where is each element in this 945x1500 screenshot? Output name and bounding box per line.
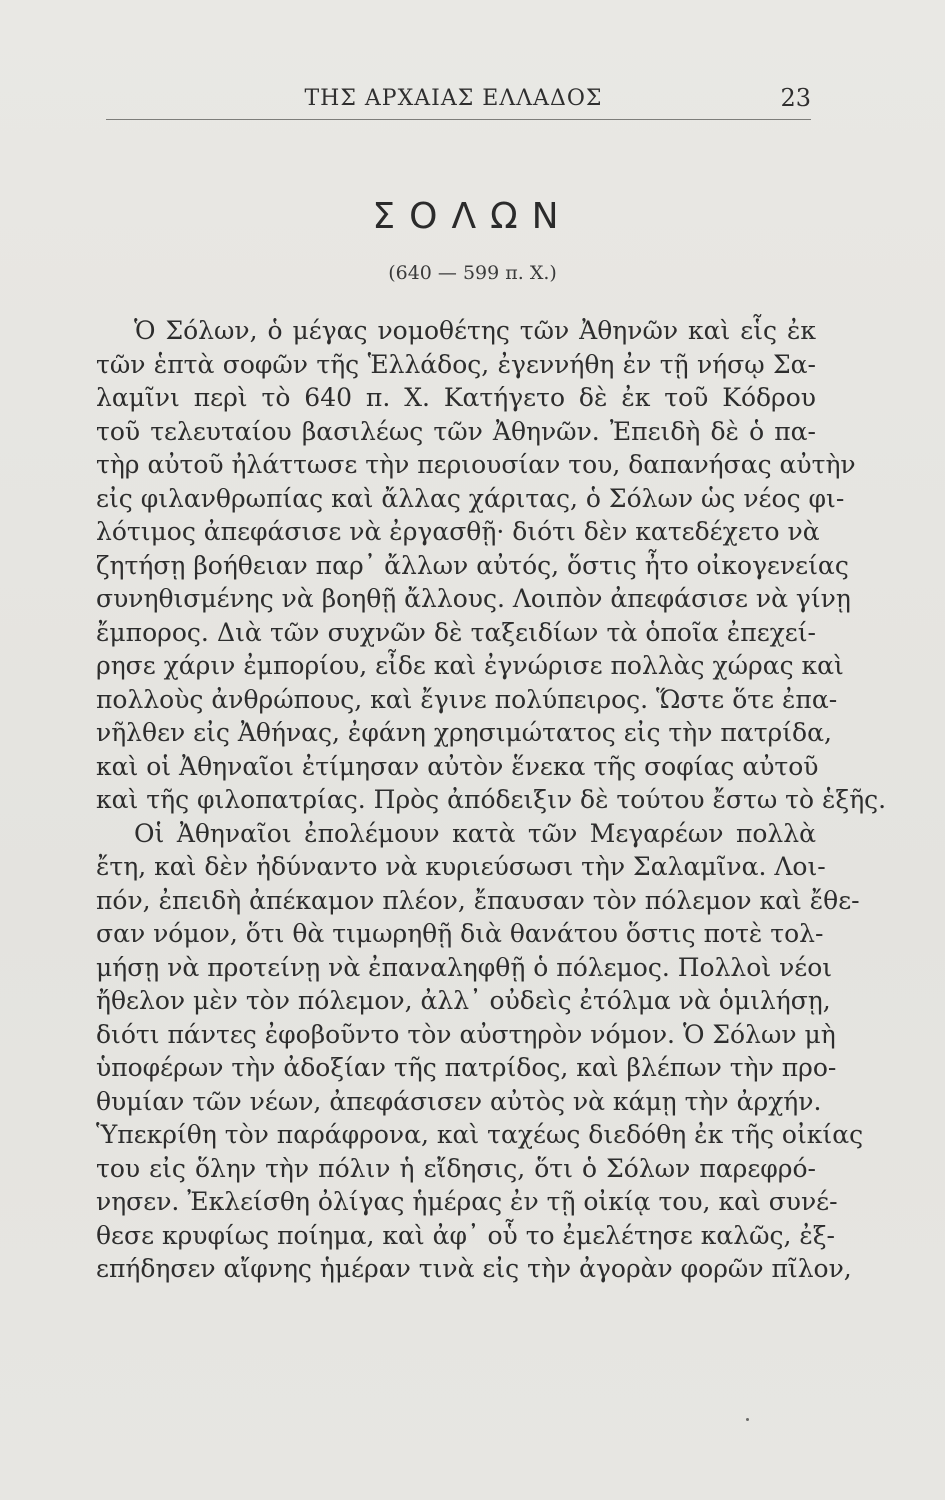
text-line: ὑποφέρων τὴν ἀδοξίαν τῆς πατρίδος, καὶ βλέπων τὴν προ- — [96, 1053, 837, 1082]
text-line: συνηθισμένης νὰ βοηθῇ ἄλλους. Λοιπὸν ἀπεφάσισε νὰ γίνῃ — [96, 584, 851, 613]
running-title: ΤΗΣ ΑΡΧΑΙΑΣ ΕΛΛΑΔΟΣ — [304, 86, 603, 111]
text-line: ρησε χάριν ἐμπορίου, εἶδε καὶ ἐγνώρισε πολλὰς χώρας καὶ — [96, 651, 844, 680]
text-line: σαν νόμον, ὅτι θὰ τιμωρηθῇ διὰ θανάτου ὅστις ποτὲ τολ- — [96, 919, 824, 948]
text-line: επήδησεν αἴφνης ἡμέραν τινὰ εἰς τὴν ἀγορὰν φορῶν πῖλον, — [96, 1254, 852, 1283]
text-line: πολλοὺς ἀνθρώπους, καὶ ἔγινε πολύπειρος. Ὥστε ὅτε ἐπα- — [96, 684, 838, 714]
page-number: 23 — [780, 84, 811, 112]
page-header — [96, 86, 811, 122]
text-line: Οἱ Ἀθηναῖοι ἐπολέμουν κατὰ τῶν Μεγαρέων πολλὰ — [134, 818, 816, 848]
text-line: θυμίαν τῶν νέων, ἀπεφάσισεν αὐτὸς νὰ κάμῃ τὴν ἀρχήν. — [96, 1086, 822, 1116]
text-line: νῆλθεν εἰς Ἀθήνας, ἐφάνη χρησιμώτατος εἰς τὴν πατρίδα, — [96, 718, 832, 747]
text-line: ζητήσῃ βοήθειαν παρ᾽ ἄλλων αὐτός, ὅστις ἦτο οἰκογενείας — [96, 550, 849, 580]
chapter-title: ΣΟΛΩΝ — [372, 196, 573, 237]
body-text — [96, 314, 887, 1286]
chapter-dates: (640 — 599 π. Χ.) — [388, 262, 557, 284]
text-line: του εἰς ὅλην τὴν πόλιν ἡ εἴδησις, ὅτι ὁ Σόλων παρεφρό- — [96, 1153, 816, 1183]
text-line: ἔτη, καὶ δὲν ἠδύναντο νὰ κυριεύσωσι τὴν Σαλαμῖνα. Λοι- — [96, 852, 826, 881]
text-line: πόν, ἐπειδὴ ἀπέκαμον πλέον, ἔπαυσαν τὸν πόλεμον καὶ ἔθε- — [96, 885, 860, 915]
text-line: διότι πάντες ἐφοβοῦντο τὸν αὐστηρὸν νόμον. Ὁ Σόλων μὴ — [96, 1019, 836, 1049]
header-rule — [106, 119, 811, 120]
text-line: τοῦ τελευταίου βασιλέως τῶν Ἀθηνῶν. Ἐπειδὴ δὲ ὁ πα- — [96, 416, 816, 446]
text-line: τῶν ἑπτὰ σοφῶν τῆς Ἑλλάδος, ἐγεννήθη ἐν τῇ νήσῳ Σα- — [96, 349, 816, 379]
text-line: καὶ οἱ Ἀθηναῖοι ἐτίμησαν αὐτὸν ἕνεκα τῆς σοφίας αὐτοῦ — [96, 751, 819, 781]
text-line: τὴρ αὐτοῦ ἠλάττωσε τὴν περιουσίαν του, δαπανήσας αὐτὴν — [96, 450, 856, 479]
text-line: Ὁ Σόλων, ὁ μέγας νομοθέτης τῶν Ἀθηνῶν καὶ εἷς ἐκ — [134, 316, 816, 345]
text-line: λότιμος ἀπεφάσισε νὰ ἐργασθῇ· διότι δὲν κατεδέχετο νὰ — [96, 517, 820, 546]
text-line: ἔμπορος. Διὰ τῶν συχνῶν δὲ ταξειδίων τὰ ὁποῖα ἐπεχεί- — [96, 617, 816, 647]
text-line: εἰς φιλανθρωπίας καὶ ἄλλας χάριτας, ὁ Σόλων ὡς νέος φι- — [96, 483, 845, 513]
text-line: ἤθελον μὲν τὸν πόλεμον, ἀλλ᾽ οὐδεὶς ἐτόλμα νὰ ὁμιλήσῃ, — [96, 986, 831, 1015]
text-line: καὶ τῆς φιλοπατρίας. Πρὸς ἀπόδειξιν δὲ τούτου ἔστω τὸ ἑξῆς. — [96, 785, 887, 814]
text-line: νησεν. Ἐκλείσθη ὀλίγας ἡμέρας ἐν τῇ οἰκίᾳ του, καὶ συνέ- — [96, 1187, 838, 1216]
text-line: λαμῖνι περὶ τὸ 640 π. Χ. Κατήγετο δὲ ἐκ τοῦ Κόδρου — [96, 383, 816, 412]
text-line: θεσε κρυφίως ποίημα, καὶ ἀφ᾽ οὗ το ἐμελέτησε καλῶς, ἐξ- — [96, 1220, 835, 1250]
text-line: μήσῃ νὰ προτείνῃ νὰ ἐπαναληφθῇ ὁ πόλεμος. Πολλοὶ νέοι — [96, 952, 833, 982]
ink-speck — [746, 1418, 749, 1421]
text-line: Ὑπεκρίθη τὸν παράφρονα, καὶ ταχέως διεδόθη ἐκ τῆς οἰκίας — [96, 1120, 864, 1149]
